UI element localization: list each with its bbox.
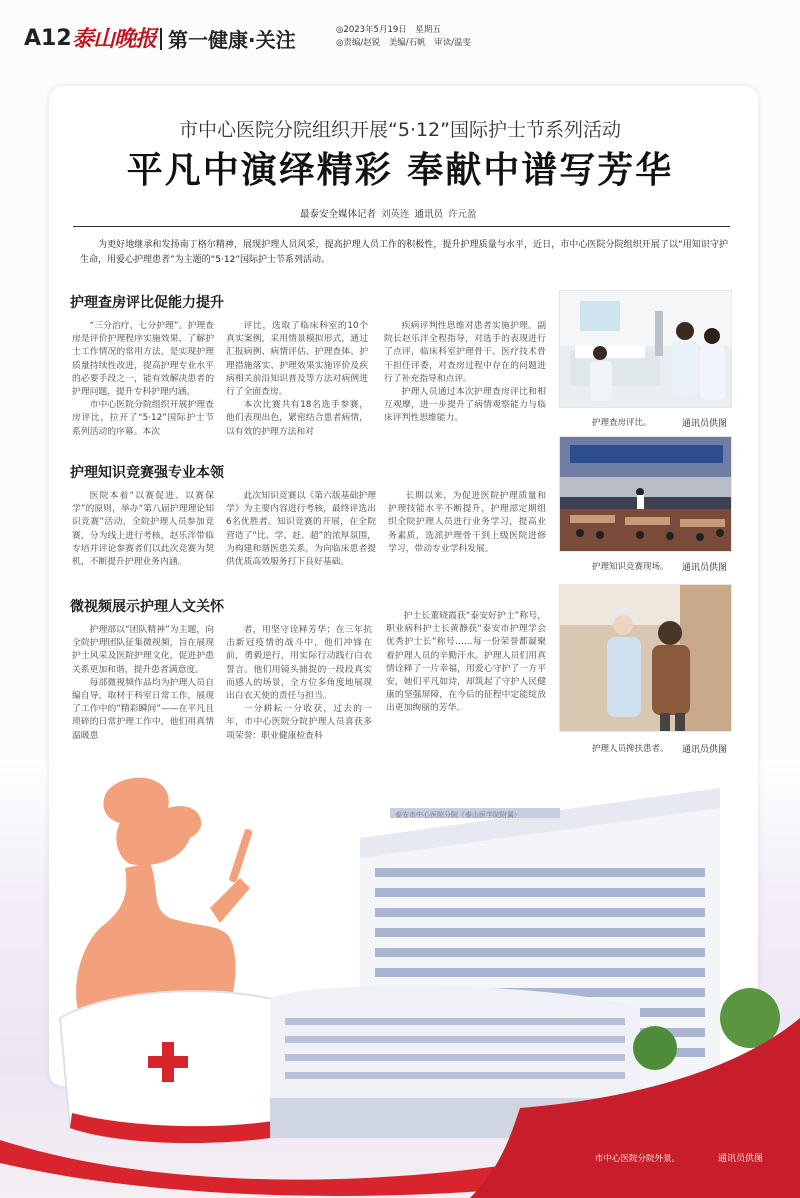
photo-nurse-helping-patient — [559, 584, 732, 732]
page-number: A12 — [24, 26, 72, 51]
paragraph: 者，用坚守诠释芳华；在三年抗击新冠疫情的战斗中，他们冲锋在前，勇毅逆行，用实际行动践行白衣誓言。他们用镜头捕捉的一段段真实而感人的场景，全方位多角度地展现出白衣天使的责任与担当。 — [226, 625, 372, 702]
building-sign: 泰安市中心医院分院（泰山医学院附属） — [395, 811, 521, 819]
paragraph: 医院本着“以赛促进、以赛保学”的原则，举办“第八届护理理论知识竞赛”活动，全院护理人员参加竞赛，分为线上进行考核，赵乐泮带临专培并评论参赛者们以此次竞赛为契机，不断提升护理业务内涵。 — [72, 491, 214, 568]
editor-credits: ◎责编/赵锐 美编/石帆 审读/温雯 — [336, 38, 472, 48]
header-divider — [160, 28, 162, 50]
article-lead: 为更好地继承和发扬南丁格尔精神，展现护理人员风采，提高护理人员工作的积极性，提升护理质量与水平，近日，市中心医院分院组织开展了以“用知识守护生命，用爱心护理患者”为主题的“5·12”国际护士节系列活动。 — [80, 240, 728, 265]
paragraph: 市中心医院分院组织开展护理查房评比，拉开了“5·12”国际护士节系列活动的序幕。本次 — [72, 400, 214, 437]
paragraph: 评比，选取了临床科室的10个真实案例，采用情景模拟形式，通过汇报病例、病情评估、护理查体、护理措施落实、护理效果实施评价及疾病相关前沿知识普及等方法对病例进行了全面查房。 — [226, 321, 368, 398]
section-title-micro-video: 微视频展示护理人文关怀 — [70, 599, 224, 615]
section-title-ward-rounds: 护理查房评比促能力提升 — [70, 295, 224, 311]
section2-column-1 — [72, 490, 214, 584]
nurse-silhouette-graphic — [76, 778, 253, 1018]
paragraph: 每部微视频作品均为护理人员自编自导，取材于科室日常工作，展现了工作中的“精彩瞬间”——在平凡且琐碎的日常护理工作中，他们用真情温暖患 — [72, 677, 214, 741]
paragraph: “三分治疗，七分护理”。护理查房是评价护理程序实施效果、了解护士工作情况的常用方法，是实现护理质量持续性改进，提高护理专业水平的必要手段之一，能有效解决患者的护理问题，提升专科护理内涵。 — [72, 321, 214, 398]
paragraph: 长期以来，为促进医院护理质量和护理技能水平不断提升，护理部定期组织全院护理人员进行业务学习，提高业务素质，选派护理骨干到上级医院进修学习，带动专业学科发展。 — [388, 491, 546, 554]
correspondent-name: 许元盈 — [448, 209, 477, 220]
byline — [300, 206, 482, 220]
photo-caption: 护理知识竞赛现场。 — [592, 562, 669, 572]
paragraph: 一分耕耘一分收获，过去的一年，市中心医院分院护理人员喜获多项荣誉：职业健康检查科 — [226, 704, 372, 741]
article-headline: 平凡中演绎精彩 奉献中谱写芳华 — [126, 150, 674, 191]
section3-column-2 — [226, 624, 372, 772]
bottom-photo-credit: 通讯员供图 — [718, 1154, 764, 1164]
paragraph: 本次比赛共有18名选手参赛，他们表现出色，紧密结合患者病情，以有效的护理方法和对 — [226, 400, 368, 437]
article-subtitle: 市中心医院分院组织开展“5·12”国际护士节系列活动 — [179, 119, 621, 141]
photo-knowledge-contest — [559, 436, 732, 552]
section2-column-2 — [226, 490, 376, 584]
page-header — [0, 0, 800, 56]
contest-scene-image — [560, 437, 732, 552]
photo-credit: 通讯员供图 — [682, 419, 728, 429]
title-rule — [73, 226, 730, 227]
section3-column-1 — [72, 624, 214, 772]
section-title-knowledge-contest: 护理知识竞赛强专业本领 — [70, 465, 224, 481]
photo-credit: 通讯员供图 — [682, 745, 728, 755]
section1-column-2 — [226, 320, 368, 442]
nurse-patient-image — [560, 585, 732, 732]
section1-column-1 — [72, 320, 214, 442]
ward-round-scene-image — [560, 291, 732, 408]
hospital-exterior-illustration — [0, 768, 800, 1198]
byline-mid: 通讯员 — [414, 209, 444, 220]
reporter-name: 刘英连 — [381, 209, 410, 220]
issue-date: ◎2023年5月19日 星期五 — [336, 25, 441, 35]
bottom-photo-caption: 市中心医院分院外景。 — [595, 1154, 681, 1164]
paragraph: 此次知识竞赛以《第六版基础护理学》为主要内容进行考核，最终评选出6名优胜者。知识竞赛的开展，在全院营造了“比、学、赶、超”的浓厚氛围，为构建和谐医患关系，为向临床患者提供优质高效服务打下良好基础。 — [226, 491, 376, 568]
section1-column-3 — [384, 320, 546, 442]
section2-column-3 — [388, 490, 546, 584]
photo-credit: 通讯员供图 — [682, 563, 728, 573]
photo-ward-round — [559, 290, 732, 408]
byline-prefix: 最泰安全媒体记者 — [300, 209, 377, 220]
newspaper-masthead: 泰山晚报 — [72, 26, 157, 52]
date-info — [336, 24, 471, 50]
photo-caption: 护理查房评比。 — [592, 418, 652, 428]
paragraph: 疾病评判性思维对患者实施护理。副院长赵乐泮全程指导，对选手的表现进行了点评，临床科室护理骨干、医疗技术骨干担任评委，对查房过程中存在的问题进行了补充指导和点评。 — [384, 321, 546, 384]
paragraph: 护理部以“团队精神”为主题，向全院护理团队征集微视频，旨在展现护士风采及医院护理文化，促进护患关系更加和谐，提升患者满意度。 — [72, 625, 214, 675]
section-name: 第一健康·关注 — [168, 28, 296, 52]
section3-column-3 — [386, 610, 546, 772]
photo-caption: 护理人员搀扶患者。 — [592, 744, 669, 754]
paragraph: 护理人员通过本次护理查房评比和相互观摩，进一步提升了病情观察能力与临床评判性思维能力。 — [384, 387, 546, 424]
paragraph: 护士长董晓霞获“泰安好护士”称号，职业病科护士长黄静获“泰安市护理学会优秀护士长”称号……每一份荣誉都凝聚着护理人员的辛勤汗水。护理人员们用真情诠释了一片幸福，用爱心守护了一方平安，她们平凡如诗，却筑起了守护人民健康的坚强屏障，在今后的征程中定能绽放出更加绚丽的芳华。 — [386, 611, 546, 714]
